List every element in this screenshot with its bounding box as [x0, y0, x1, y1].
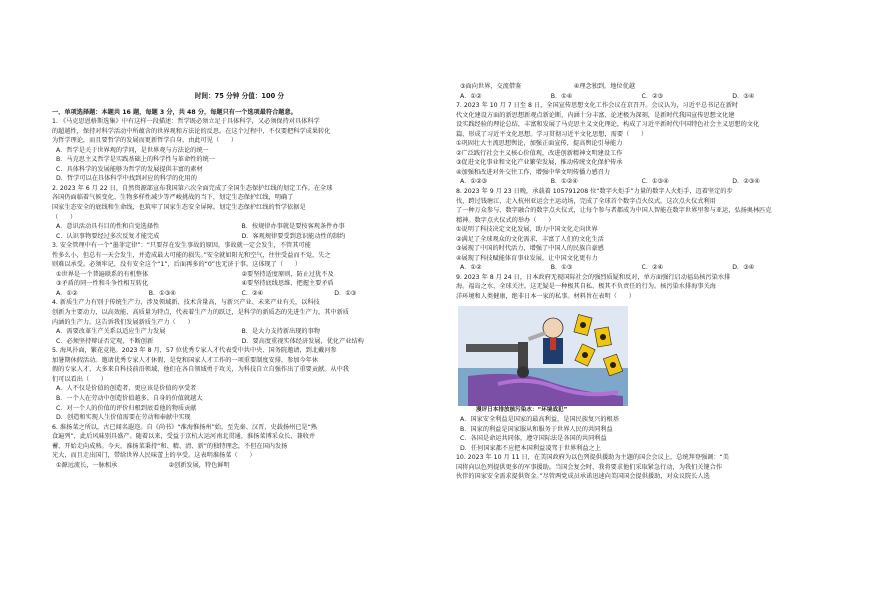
question-text: 则难以承受。必须牢记，没有安全这个“1”，后面再多的“0”也无济于事。这体现了（ ） [52, 261, 302, 269]
question-text: 们可以看出（ ） [52, 375, 108, 383]
question-text: 篇，形成了习近平文化思想。学习贯彻习近平文化思想，需要（ ） [456, 130, 648, 138]
item: ①说明了科技决定文化发展，助力中国文化走向世界 [456, 226, 598, 234]
question-text: 5. 海风扑面，繁花竞艳。2023 年 8 月，57 位优秀专家人才代表受中共中央、国务院邀请，到北戴河参 [52, 347, 337, 355]
question-text: 4. 新质生产力有别于传统生产力，涉及领域新、技术含量高，与新兴产业、未来产业有关，以科技 [52, 299, 320, 307]
option: D．客观规律要受到意识能动性的制约 [241, 232, 346, 240]
option: D．要高度重视实体经济发展，优化产业结构 [241, 337, 364, 345]
question-text: 为哲学理论，而且要哲学的发展而更新哲学自身。由此可见（ ） [52, 137, 238, 145]
question-5 [52, 346, 427, 422]
question-9 [456, 273, 823, 453]
question-7 [456, 101, 823, 187]
question-text: 洋环境和人类健康，绝非日本一家的私事。材料旨在表明（ ） [456, 293, 635, 301]
option: C．对一个人的价值的评价归根到底看他的物质贡献 [56, 404, 197, 412]
item: ②满足了全球观众的文化需求，丰富了人们的文化生活 [456, 235, 604, 243]
option: B．①④ [550, 92, 573, 100]
question-text: 伐，跨过钱塘江，走入杭州亚运会主运动场，完成了全球首个数字点火仪式。这次点火仪式利用 [456, 197, 716, 205]
option: B．是大力支持新出现的事物 [241, 328, 320, 336]
question-text: 国家生态安全的底线和生命线，也筑牢了国家生态安全屏障。划定生态保护红线的哲学依据是 [52, 204, 306, 212]
option: A．①② [460, 264, 482, 272]
option: B．①③④ [148, 289, 176, 297]
item: ④要坚持底线思维，把握主要矛盾 [241, 280, 334, 288]
item: ④展现了科技赋能体育事业发展，让中国文化更有力 [456, 254, 598, 262]
option: D．创造和实现人生价值需要在劳动和奉献中实现 [56, 414, 191, 422]
question-2 [52, 184, 427, 241]
question-text: 2. 2023 年 6 月 22 日，自然资源部宣布我国第六次全面完成了全国生态保护红线的划定工作。在全球 [52, 184, 333, 192]
question-6-continued [456, 82, 823, 101]
question-text: 3. 安全管理中有一个“墨菲定律”：“只要存在发生事故的原因，事故就一定会发生，不管其可能 [52, 242, 311, 250]
question-text: 性多么小，但总有一天会发生，并造成最大可能的损失。”安全就如阳光和空气，往往受益而不觉，失之 [52, 251, 331, 259]
question-text: 设实践经验的理论总结，丰富和发展了马克思主义文化理论，构成了习近平新时代中国特色社会主义思想的文化 [456, 121, 760, 129]
question-text: 代文化建设方面的新思想新观点新论断，内涵十分丰富、论述极为深刻，是新时代我国宣传思想文化建 [456, 111, 735, 119]
option: D．哲学可以在具体科学中找到对应的科学的化用的 [56, 175, 197, 183]
item: ③矛盾的同一性和斗争性相互转化 [56, 280, 149, 288]
option: D．②③④ [732, 178, 760, 186]
question-text: 加暑期休假活动。邀请优秀专家人才休假，是党和国家人才工作的一项重要制度安排，参加今年休 [52, 356, 319, 364]
option-row [52, 232, 427, 242]
question-text: 8. 2023 年 9 月 23 日晚，承载着 105791208 位“数字火炬手”力量的数字人火炬手，迈着坚定的步 [456, 188, 733, 196]
question-8 [456, 187, 823, 273]
question-1 [52, 117, 427, 184]
option: A．意识活动具有目的性和自觉选择性 [56, 223, 160, 231]
question-text: 6. 淮扬菜之所以，古已闻名遐迩。自《尚书》“淮海惟扬州”始，至先秦、汉晋，史载扬州已是“熟 [52, 423, 317, 431]
option: A．需要改革生产关系以适应生产力发展 [56, 328, 166, 336]
option: B．按规律办事就是要按客观条件办事 [241, 223, 345, 231]
question-text: 国将向以色列提供更多的军事援助。当国会复会时，我将要求他们采取紧急行动，为我们关键合作 [456, 463, 723, 471]
question-text: 食遍列”，此后风味别具盛产。随着以来，受益于京杭大运河南北贯通，淮扬菜博采众长、兼收并 [52, 433, 316, 441]
question-text: 精神。数字点火仪式的举办（ ） [456, 216, 555, 224]
question-text: 的超越性，保持对科学活动中所蕴含的世界观和方法论的反思。在这个过程中，不仅要把科学成果转化 [52, 127, 331, 135]
option: B．①②④ [550, 178, 578, 186]
item: ④理念独到，地位优越 [573, 83, 635, 90]
option: B．一个人在劳动中创造价值越多，自身的价值就越大 [56, 394, 203, 402]
question-10 [456, 453, 823, 482]
question-text: 7. 2023 年 10 月 7 日至 8 日，全国宣传思想文化工作会议在京召开。会议认为，习近平总书记在新时 [456, 102, 739, 110]
question-text: 了一种万众参与、数字融合的数字点火仪式，让每个参与者都成为中国人智能在数字世界里参与亚运，弘扬奥林匹克 [456, 207, 772, 215]
item: ③展现了中国的时代活力，增强了中国人的民族自豪感 [456, 245, 604, 253]
cartoon-svg [458, 306, 628, 406]
option-row [456, 177, 823, 187]
question-text: 9. 2023 年 8 月 24 日，日本政府无视国际社会的强烈质疑和反对，单方面强行启动福岛核污染水排 [456, 273, 731, 281]
option: C．各国是命运共同体，遵守国际法是各国的共同利益 [460, 435, 607, 443]
option: C．②④ [641, 264, 664, 272]
option: C．认识事物要经过多次反复才能完成 [56, 232, 160, 240]
option: D．①③ [334, 289, 357, 297]
item-row [52, 270, 427, 280]
option: A．①② [56, 289, 78, 297]
question-text: 10. 2023 年 10 月 11 日，在美国政府为以色列提供援助为主题的国会会议上，总统拜登强调：“美 [456, 454, 729, 462]
right-column [456, 82, 823, 482]
question-text: 1. 《马克思恩格斯选集》中有这样一段描述：哲学既必须立足于具体科学，又必须保持对具体科学 [52, 118, 320, 126]
option-row [52, 289, 427, 299]
question-text: 创新为主要动力，以高效能、高质量为特点，代表着生产力的跃迁，是科学的新质态的先进生产力，其中新质 [52, 309, 349, 317]
item: ④加强和改进对外交往工作，增强中华文明传播力感召力 [456, 168, 611, 176]
option: A．①② [460, 92, 482, 100]
item: ②要坚持适度原则，防止过犹不及 [241, 270, 334, 278]
item: ③面向世界，交流借鉴 [460, 83, 522, 90]
question-4 [52, 298, 427, 346]
item: ①世界是一个普遍联系的有机整体 [56, 270, 149, 278]
option: A．人不仅是价值的创造者，更应该是价值的享受者 [56, 385, 197, 393]
option-row [52, 327, 427, 337]
option: A．哲学是关于世界观的学问，是世界观与方法论的统一 [56, 146, 209, 154]
option: A．①②③ [460, 178, 488, 186]
question-6 [52, 423, 427, 471]
option: C．②④ [241, 289, 264, 297]
item: ②创新发展，特色鲜明 [168, 461, 230, 469]
question-text: （ ） [52, 213, 77, 221]
question-3 [52, 241, 427, 298]
option: A．国家安全利益是国家的最高利益，是国民族复兴的根基 [460, 416, 619, 424]
question-text: 海。福岛之水，全球关注。这无疑是一种极其自私、极其不负责任的行为。核污染水排海事关海 [456, 283, 716, 291]
question-text: 光大，而且走出国门，带给世界人民味蕾上的享受。这表明淮扬菜（ ） [52, 452, 256, 460]
question-text: 各国仍面临着气候变化、生物多样性减少等严峻挑战的当下，划定生态保护红线，明确了 [52, 194, 294, 202]
option: D．任何国家都不应把本国利益凌驾于世界利益之上 [460, 444, 601, 452]
option: D．③④ [732, 92, 755, 100]
option-row [52, 222, 427, 232]
question-text: 伙伴的国家安全需求提供资金。”尽管两党成员承诺迅速向美国国会提供援助，对众议院长人选 [456, 473, 710, 481]
option: C．必须坚持辩证否定观，不断创新 [56, 337, 154, 345]
option-row [52, 337, 427, 347]
option: B．国家的利益是国家服从和服务于世界人民的共同利益 [460, 425, 613, 433]
item-row [52, 461, 281, 471]
exam-header: 时间：75 分钟 分值：100 分 [194, 92, 285, 100]
option: B．马克思主义哲学是实践基础上的科学性与革命性的统一 [56, 156, 215, 164]
cartoon-illustration [458, 306, 628, 406]
item-row [456, 82, 688, 92]
option-row [456, 92, 823, 102]
question-text: 内涵的生产力。这告诉我们发展新质生产力（ ） [52, 318, 194, 326]
cartoon-caption: 漫评日本排放核污染水：“环境战犯” [476, 406, 568, 413]
item: ②广泛践行社会主义核心价值观，改进创新精神文明建设工作 [456, 149, 623, 157]
option: C．具体科学的发展能够为哲学的发展提供丰富的素材 [56, 165, 203, 173]
option-row [456, 263, 823, 273]
item: ③促进文化事业和文化产业繁荣发展，推动传统文化保护传承 [456, 159, 623, 167]
section-title: 一、单项选择题：本题共 16 题，每题 3 分，共 48 分，每题只有一个选项最符合题意。 [52, 108, 297, 116]
left-column [52, 0, 427, 470]
question-text: 蓄，开始走向成熟。今天，淮扬菜秉持“和、精、清、新”的独特理念，不但在国内发扬 [52, 442, 288, 450]
item: ①巩固壮大主流思想舆论，加强正面宣传，提高舆论引导能力 [456, 140, 623, 148]
option: D．③④ [732, 264, 755, 272]
option: C．①③④ [641, 178, 669, 186]
option: B．①③ [550, 264, 573, 272]
item: ①源远流长，一脉相承 [56, 461, 118, 469]
item-row [52, 279, 427, 289]
question-text: 假的专家人才，大多来自科技前沿领域，他们在各自领域勇于攻关，为科技自立自强作出了重要贡献。从中我 [52, 366, 349, 374]
option: C．②③ [641, 92, 664, 100]
